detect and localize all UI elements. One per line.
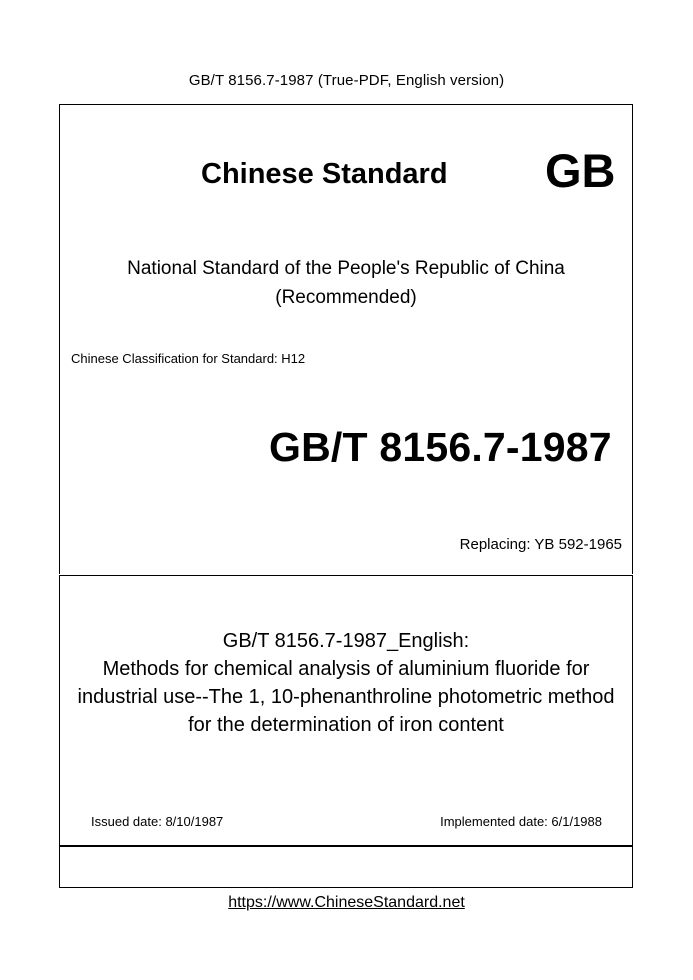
title-line-1: GB/T 8156.7-1987_English: <box>222 630 470 652</box>
cover-heading: Chinese Standard <box>201 158 448 190</box>
implemented-date: Implemented date: 6/1/1988 <box>440 814 602 829</box>
footer-link[interactable]: https://www.ChineseStandard.net <box>228 894 465 911</box>
document-header: GB/T 8156.7-1987 (True-PDF, English version) <box>188 72 505 89</box>
title-line-3: industrial use--The 1, 10-phenanthroline photometric method <box>77 686 615 708</box>
gb-logo: GB <box>545 144 616 197</box>
title-line-4: for the determination of iron content <box>188 714 504 736</box>
cover-blank-box <box>59 846 633 888</box>
title-line-2: Methods for chemical analysis of aluminium fluoride for <box>102 658 590 680</box>
cover-title-box <box>59 575 633 846</box>
classification-text: Chinese Classification for Standard: H12 <box>71 351 306 366</box>
recommended-label: (Recommended) <box>275 287 417 308</box>
national-standard-line: National Standard of the People's Republic of China <box>127 258 565 279</box>
issued-date: Issued date: 8/10/1987 <box>91 814 224 829</box>
standard-number: GB/T 8156.7-1987 <box>269 424 612 470</box>
replacing-text: Replacing: YB 592-1965 <box>459 536 622 553</box>
